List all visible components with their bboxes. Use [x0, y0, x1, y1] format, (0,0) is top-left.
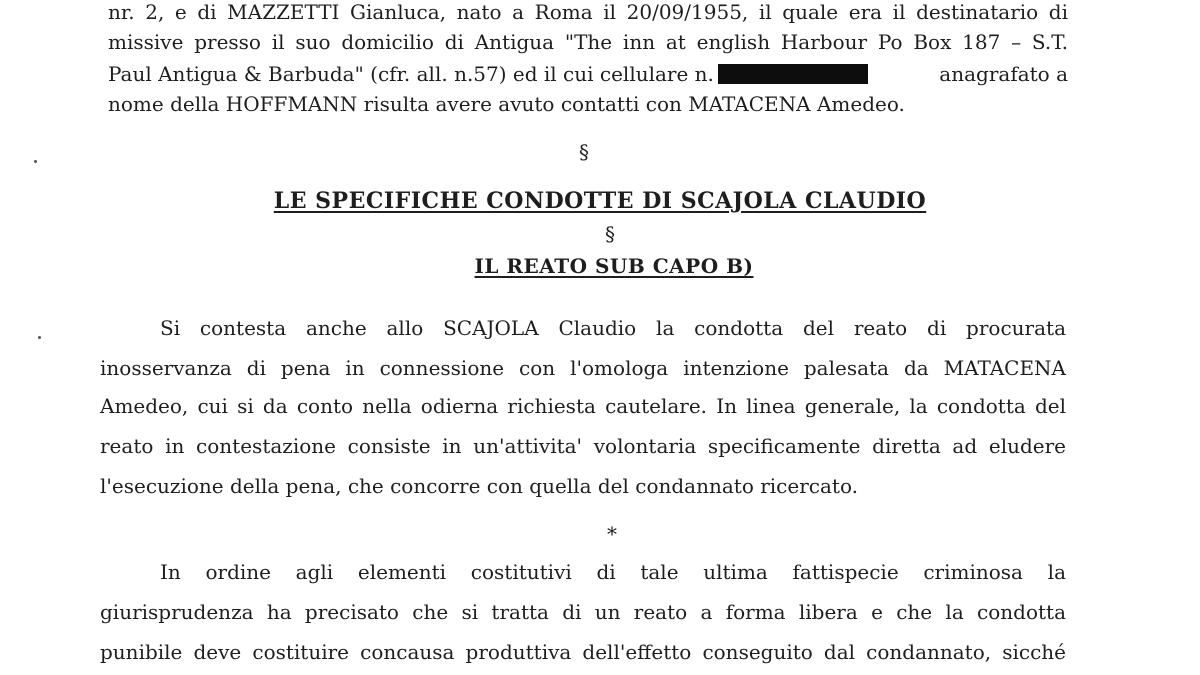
- paragraph-2-line-2: giurisprudenza ha precisato che si tratta di un reato a forma libera e che la condotta: [100, 600, 1066, 624]
- heading-reato-sub-capo: IL REATO SUB CAPO B): [474, 254, 754, 278]
- intro-line-2: missive presso il suo domicilio di Antigua "The inn at english Harbour Po Box 187 – S.T.: [108, 30, 1068, 54]
- separator-asterisk: *: [607, 522, 617, 546]
- paragraph-1-line-1: Si contesta anche allo SCAJOLA Claudio la condotta del reato di procurata: [160, 316, 1066, 340]
- heading-specific-conduct: LE SPECIFICHE CONDOTTE DI SCAJOLA CLAUDIO: [273, 188, 927, 214]
- redaction-block: [718, 64, 868, 84]
- paragraph-1-line-4: reato in contestazione consiste in un'attivita' volontaria specificamente diretta ad eludere: [100, 434, 1066, 458]
- paragraph-2-line-1: In ordine agli elementi costitutivi di tale ultima fattispecie criminosa la: [160, 560, 1066, 584]
- intro-line-3: [108, 62, 1068, 86]
- paragraph-1-line-5: l'esecuzione della pena, che concorre con quella del condannato ricercato.: [100, 474, 858, 498]
- intro-line-1: nr. 2, e di MAZZETTI Gianluca, nato a Roma il 20/09/1955, il quale era il destinatario di: [108, 0, 1068, 24]
- paragraph-2-line-3: punibile deve costituire concausa produttiva dell'effetto conseguito dal condannato, sicché: [100, 640, 1066, 664]
- scan-speck: [38, 336, 41, 339]
- intro-line-3-text: Paul Antigua & Barbuda" (cfr. all. n.57) ed il cui cellulare n.: [108, 62, 714, 86]
- intro-line-3-end: anagrafato a: [939, 62, 1068, 86]
- paragraph-1-line-3: Amedeo, cui si da conto nella odierna richiesta cautelare. In linea generale, la condotta del: [100, 394, 1066, 418]
- intro-line-4: nome della HOFFMANN risulta avere avuto contatti con MATACENA Amedeo.: [108, 92, 905, 116]
- paragraph-1-line-2: inosservanza di pena in connessione con l'omologa intenzione palesata da MATACENA: [100, 356, 1066, 380]
- section-mark-2: §: [605, 222, 615, 246]
- section-mark-1: §: [579, 140, 589, 164]
